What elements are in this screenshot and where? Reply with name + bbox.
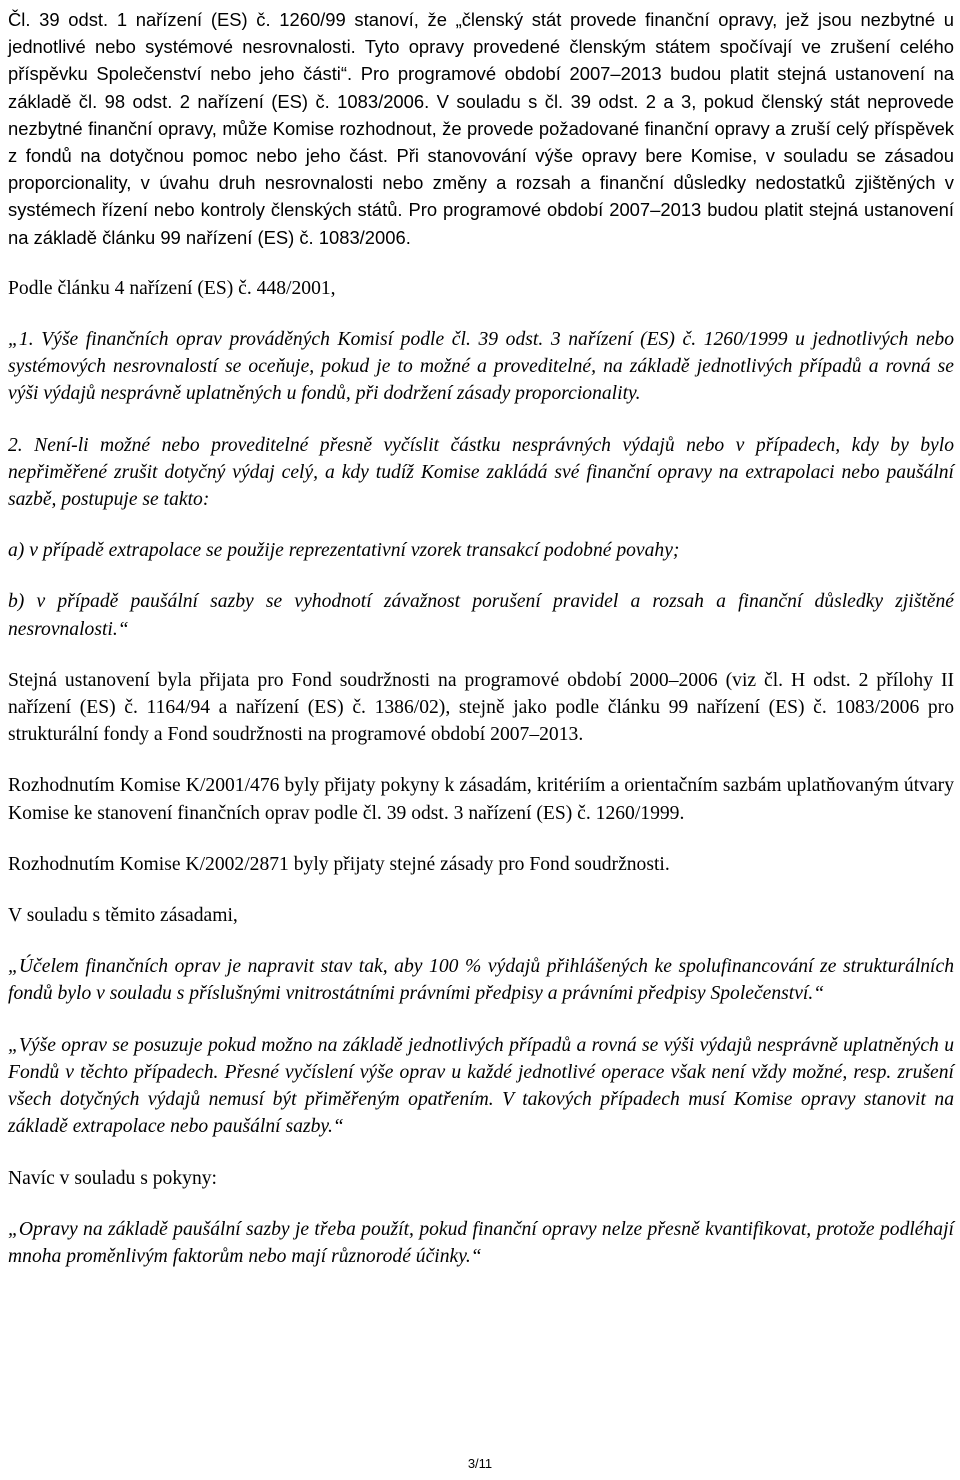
paragraph-quote-purpose: „Účelem finančních oprav je napravit stav tak, aby 100 % výdajů přihlášených ke spolufinancování ze strukturálních fondů bylo v souladu s příslušnými vnitrostátními právními předpisy a právními předpisy Společenství.“ [8,956,954,1005]
paragraph-quote-amount: „Výše oprav se posuzuje pokud možno na základě jednotlivých případů a rovná se výši výdajů nesprávně uplatněných u Fondů v těchto případech. Přesné vyčíslení výše oprav u každé jednotlivé operace však není vždy možné, resp. zrušení všech dotyčných výdajů nemusí být přiměřeným opatřením. V takových případech musí Komise opravy stanovit na základě extrapolace nebo paušální sazby.“ [8,1034,954,1138]
paragraph-quote-point-2: 2. Není-li možné nebo proveditelné přesně vyčíslit částku nesprávných výdajů nebo v případech, kdy by bylo nepřiměřené zrušit dotyčný výdaj celý, a kdy tudíž Komise zakládá své finanční opravy na extrapolaci nebo paušální sazbě, postupuje se takto: [8,434,954,511]
paragraph-quote-point-a: a) v případě extrapolace se použije reprezentativní vzorek transakcí podobné povahy; [8,540,680,562]
document-page [8,0,954,1270]
paragraph-cohesion-fund: Stejná ustanovení byla přijata pro Fond soudržnosti na programové období 2000–2006 (viz čl. H odst. 2 přílohy II nařízení (ES) č. 1164/94 a nařízení (ES) č. 1386/02), stejně jako podle článku 99 nařízení (ES) č. 1083/2006 pro strukturální fondy a Fond soudržnosti na programové období 2007–2013. [8,669,954,746]
paragraph-quote-point-b: b) v případě paušální sazby se vyhodnotí závažnost porušení pravidel a rozsah a finanční důsledky zjištěné nesrovnalosti.“ [8,591,954,640]
paragraph-article-4-intro: Podle článku 4 nařízení (ES) č. 448/2001, [8,277,336,299]
paragraph-decision-2002: Rozhodnutím Komise K/2002/2871 byly přijaty stejné zásady pro Fond soudržnosti. [8,853,670,875]
paragraph-quote-flat-rate: „Opravy na základě paušální sazby je třeba použít, pokud finanční opravy nelze přesně kvantifikovat, protože podléhají mnoha proměnlivým faktorům nebo mají různorodé účinky.“ [8,1218,954,1267]
paragraph-guidelines-intro: Navíc v souladu s pokyny: [8,1167,217,1189]
paragraph-decision-2001: Rozhodnutím Komise K/2001/476 byly přijaty pokyny k zásadám, kritériím a orientačním sazbám uplatňovaným útvary Komise ke stanovení finančních oprav podle čl. 39 odst. 3 nařízení (ES) č. 1260/1999. [8,775,954,824]
paragraph-quote-point-1: „1. Výše finančních oprav prováděných Komisí podle čl. 39 odst. 3 nařízení (ES) č. 1260/1999 u jednotlivých nebo systémových nesrovnalostí se oceňuje, pokud je to možné a proveditelné, na základě jednotlivých případů a rovná se výši výdajů nesprávně uplatněných u fondů, při dodržení zásady proporcionality. [8,329,954,405]
paragraph-principles-intro: V souladu s těmito zásadami, [8,905,238,927]
paragraph-article-39: Čl. 39 odst. 1 nařízení (ES) č. 1260/99 stanoví, že „členský stát provede finanční opravy, jež jsou nezbytné u jednotlivé nebo systémové nesrovnalosti. Tyto opravy provedené členským státem spočívají ve zrušení celého příspěvku Společenství nebo jeho části“. Pro programové období 2007–2013 budou platit stejná ustanovení na základě čl. 98 odst. 2 nařízení (ES) č. 1083/2006. V souladu s čl. 39 odst. 2 a 3, pokud členský stát neprovede nezbytné finanční opravy, může Komise rozhodnout, že provede požadované finanční opravy a zruší celý příspěvek z fondů na dotyčnou pomoc nebo jeho část. Při stanovování výše opravy bere Komise, v souladu se zásadou proporcionality, v úvahu druh nesrovnalosti nebo změny a rozsah a finanční důsledky nedostatků zjištěných v systémech řízení nebo kontroly členských států. Pro programové období 2007–2013 budou platit stejná ustanovení na základě článku 99 nařízení (ES) č. 1083/2006. [8,9,954,248]
page-number: 3/11 [467,1456,493,1471]
